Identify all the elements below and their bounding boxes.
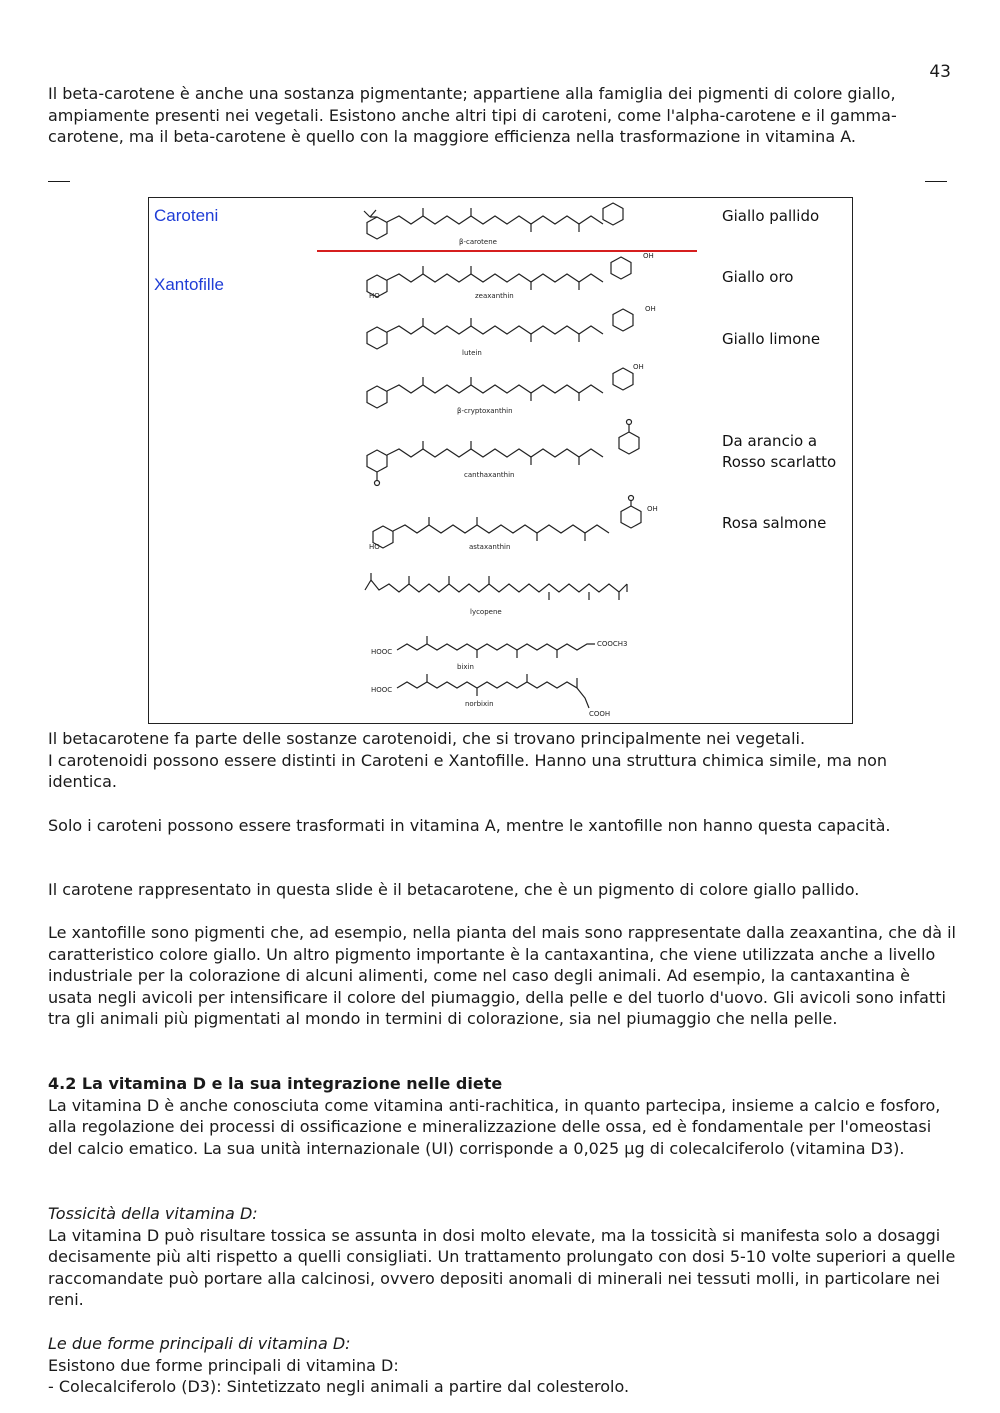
color-label-beta-carotene: Giallo pallido: [722, 207, 820, 225]
molecule-name-bixin: bixin: [457, 663, 474, 671]
category-xantofille-label: Xantofille: [154, 275, 224, 294]
norbixin-hooc-group: HOOC: [371, 686, 393, 694]
molecule-name-beta-carotene: β-carotene: [459, 238, 497, 246]
bixin-structure: [371, 636, 628, 671]
intro-paragraph: Il beta-carotene è anche una sostanza pigmentante; appartiene alla famiglia dei pigmenti di colore giallo, ampiamente presenti nei vegetali. Esistono anche altri tipi di caroteni, come l'alpha-carotene e il gamma-carotene, ma il beta-carotene è quello con la maggiore efficienza nella trasformazione in vitamina A.: [48, 84, 897, 146]
astaxanthin-oh-group: OH: [647, 505, 658, 513]
divider-left: [48, 181, 70, 182]
carotenoid-intro-paragraph: Il betacarotene fa parte delle sostanze carotenoidi, che si trovano principalmente nei vegetali. I carotenoidi possono essere distinti in Caroteni e Xantofille. Hanno una struttura chimica simile, ma non identica.: [48, 729, 888, 791]
norbixin-cooh-group: COOH: [589, 710, 611, 718]
vitamin-d-paragraph: La vitamina D è anche conosciuta come vitamina anti-rachitica, in quanto partecipa, insieme a calcio e fosforo, alla regolazione dei processi di ossificazione e mineralizzazione delle ossa, ed è fondamentale per l'omeostasi del calcio ematico. La sua unità internazionale (UI) corrisponde a 0,025 µg di colecalciferolo (vitamina D3).: [48, 1095, 941, 1158]
category-caroteni-label: Caroteni: [154, 206, 219, 225]
forms-section: [48, 1333, 958, 1398]
toxicity-section: [48, 1203, 958, 1311]
molecule-name-lutein: lutein: [462, 349, 482, 357]
caroteni-vitamin-a-paragraph: Solo i caroteni possono essere trasformati in vitamina A, mentre le xantofille non hanno questa capacità.: [48, 816, 891, 835]
vitamin-d-section: [48, 1073, 958, 1159]
molecule-name-beta-cryptoxanthin: β-cryptoxanthin: [457, 407, 513, 415]
forms-d3-line: - Colecalciferolo (D3): Sintetizzato negli animali a partire dal colesterolo.: [48, 1377, 630, 1396]
canthaxanthin-structure: [367, 420, 639, 486]
divider-right: [925, 181, 947, 182]
carotenoid-structures-figure: [148, 197, 853, 724]
color-label-canthaxanthin-1: Da arancio a: [722, 432, 818, 450]
color-label-zeaxanthin: Giallo oro: [722, 268, 794, 286]
color-label-astaxanthin: Rosa salmone: [722, 514, 827, 532]
molecule-name-astaxanthin: astaxanthin: [469, 543, 511, 551]
carotenoid-diagram: [149, 198, 852, 723]
astaxanthin-structure: [369, 496, 658, 552]
page-number: 43: [929, 62, 951, 82]
molecule-name-canthaxanthin: canthaxanthin: [464, 471, 515, 479]
color-label-canthaxanthin-2: Rosso scarlatto: [722, 453, 837, 471]
molecule-name-norbixin: norbixin: [465, 700, 494, 708]
toxicity-paragraph: La vitamina D può risultare tossica se assunta in dosi molto elevate, ma la tossicità si manifesta solo a dosaggi decisamente più alti rispetto a quelli consigliati. Un trattamento prolungato con dosi 5-10 volte superiori a quelle raccomandate può portare alla calcinosi, ovvero depositi anomali di minerali nei tessuti molli, in particolare nei reni.: [48, 1225, 956, 1309]
beta-carotene-structure: [364, 203, 623, 246]
beta-cryptoxanthin-oh-group: OH: [633, 363, 644, 371]
zeaxanthin-structure: [367, 252, 654, 300]
xantofille-paragraph: Le xantofille sono pigmenti che, ad esempio, nella pianta del mais sono rappresentate dalla zeaxantina, che dà il caratteristico colore giallo. Un altro pigmento importante è la cantaxantina, che viene utilizzata anche a livello industriale per la colorazione di alcuni alimenti, come nel caso degli animali. Ad esempio, la cantaxantina è usata negli avicoli per intensificare il colore del piumaggio, della pelle e del tuorlo d'uovo. Gli avicoli sono infatti tra gli animali più pigmentati al mondo in termini di colorazione, sia nel piumaggio che nella pelle.: [48, 923, 956, 1028]
astaxanthin-ho-group: HO: [369, 543, 380, 551]
color-label-lutein: Giallo limone: [722, 330, 821, 348]
zeaxanthin-ho-group: HO: [369, 292, 380, 300]
lutein-oh-group: OH: [645, 305, 656, 313]
bixin-hooc-group: HOOC: [371, 648, 393, 656]
lycopene-structure: [365, 573, 627, 616]
molecule-name-lycopene: lycopene: [470, 608, 502, 616]
molecule-name-zeaxanthin: zeaxanthin: [475, 292, 514, 300]
norbixin-structure: [371, 674, 610, 718]
zeaxanthin-oh-group: OH: [643, 252, 654, 260]
section-heading-vitamin-d: 4.2 La vitamina D e la sua integrazione nelle diete: [48, 1074, 503, 1093]
subheading-toxicity: Tossicità della vitamina D:: [48, 1204, 258, 1223]
betacarotene-slide-paragraph: Il carotene rappresentato in questa slide è il betacarotene, che è un pigmento di colore giallo pallido.: [48, 880, 860, 899]
lutein-structure: [367, 305, 656, 357]
beta-cryptoxanthin-structure: [367, 363, 644, 415]
bixin-cooch3-group: COOCH3: [597, 640, 628, 648]
forms-intro-line: Esistono due forme principali di vitamina D:: [48, 1355, 399, 1375]
subheading-forms: Le due forme principali di vitamina D:: [48, 1334, 351, 1353]
